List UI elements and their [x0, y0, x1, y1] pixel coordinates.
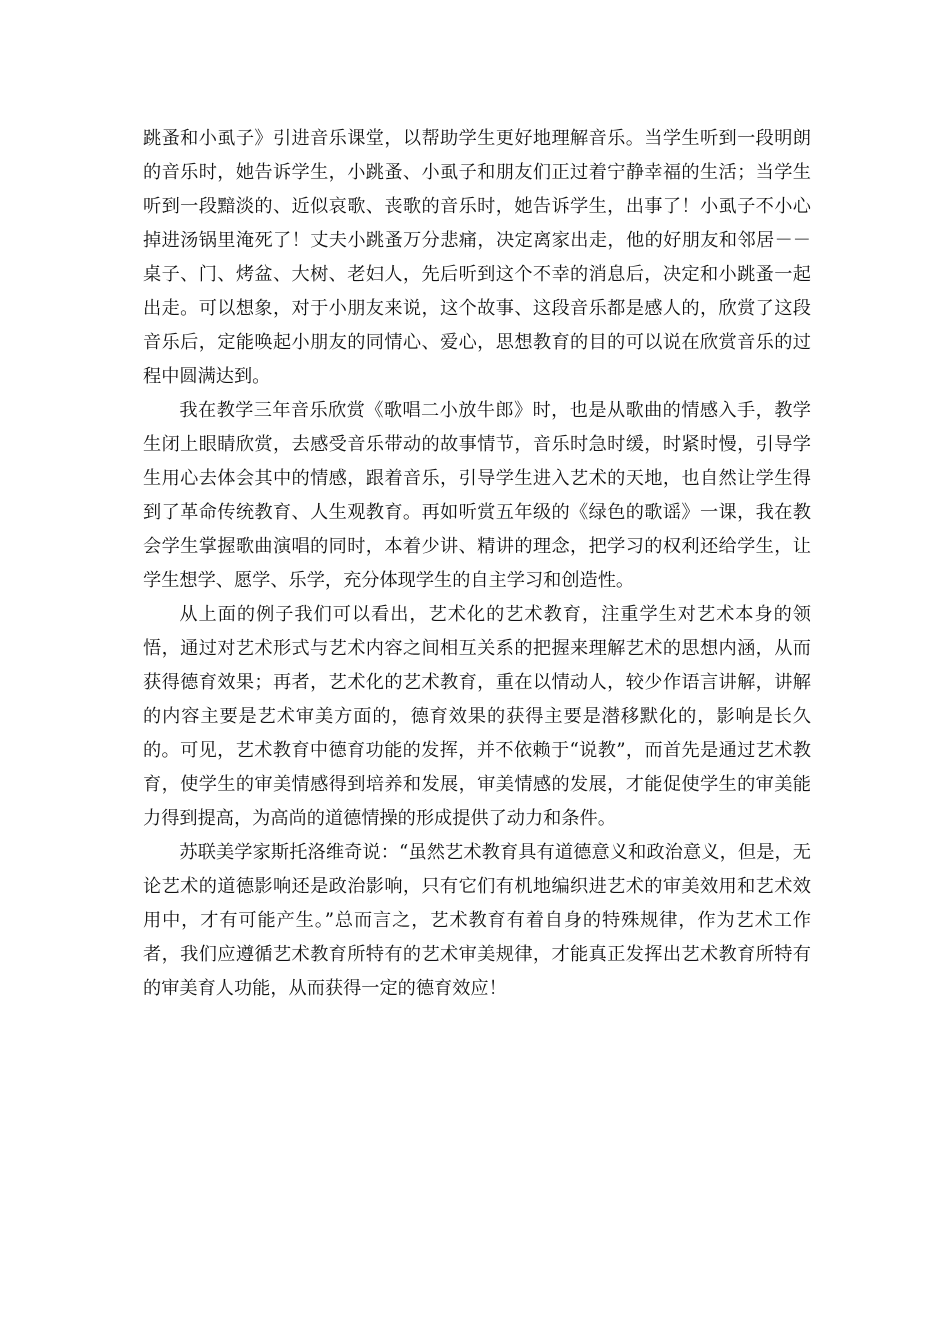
paragraph-teaching-example: 我在教学三年音乐欣赏《歌唱二小放牛郎》时，也是从歌曲的情感入手，教学生闭上眼睛欣赏，去感受音乐带动的故事情节，音乐时急时缓，时紧时慢，引导学生用心去体会其中的情感，跟着音乐，引导学生进入艺术的天地，也自然让学生得到了革命传统教育、人生观教育。再如听赏五年级的《绿色的歌谣》一课，我在教会学生掌握歌曲演唱的同时，本着少讲、精讲的理念，把学习的权利还给学生，让学生想学、愿学、乐学，充分体现学生的自主学习和创造性。	[143, 400, 811, 591]
paragraph-quote: 苏联美学家斯托洛维奇说：“虽然艺术教育具有道德意义和政治意义，但是，无论艺术的道德影响还是政治影响，只有它们有机地编织进艺术的审美效用和艺术效用中，才有可能产生。”总而言之，艺术教育有着自身的特殊规律，作为艺术工作者，我们应遵循艺术教育所特有的艺术审美规律，才能真正发挥出艺术教育所特有的审美育人功能，从而获得一定的德育效应！	[143, 842, 811, 999]
body-text	[143, 122, 811, 1006]
paragraph-conclusion: 从上面的例子我们可以看出，艺术化的艺术教育，注重学生对艺术本身的领悟，通过对艺术形式与艺术内容之间相互关系的把握来理解艺术的思想内涵，从而获得德育效果；再者，艺术化的艺术教育，重在以情动人，较少作语言讲解，讲解的内容主要是艺术审美方面的，德育效果的获得主要是潜移默化的，影响是长久的。可见，艺术教育中德育功能的发挥，并不依赖于“说教”，而首先是通过艺术教育，使学生的审美情感得到培养和发展，审美情感的发展，才能促使学生的审美能力得到提高，为高尚的道德情操的形成提供了动力和条件。	[143, 604, 811, 829]
paragraph-continuation: 跳蚤和小虱子》引进音乐课堂，以帮助学生更好地理解音乐。当学生听到一段明朗的音乐时，她告诉学生，小跳蚤、小虱子和朋友们正过着宁静幸福的生活；当学生听到一段黯淡的、近似哀歌、丧歌的音乐时，她告诉学生，出事了！小虱子不小心掉进汤锅里淹死了！丈夫小跳蚤万分悲痛，决定离家出走，他的好朋友和邻居－－桌子、门、烤盆、大树、老妇人，先后听到这个不幸的消息后，决定和小跳蚤一起出走。可以想象，对于小朋友来说，这个故事、这段音乐都是感人的，欣赏了这段音乐后，定能唤起小朋友的同情心、爱心，思想教育的目的可以说在欣赏音乐的过程中圆满达到。	[143, 128, 811, 387]
